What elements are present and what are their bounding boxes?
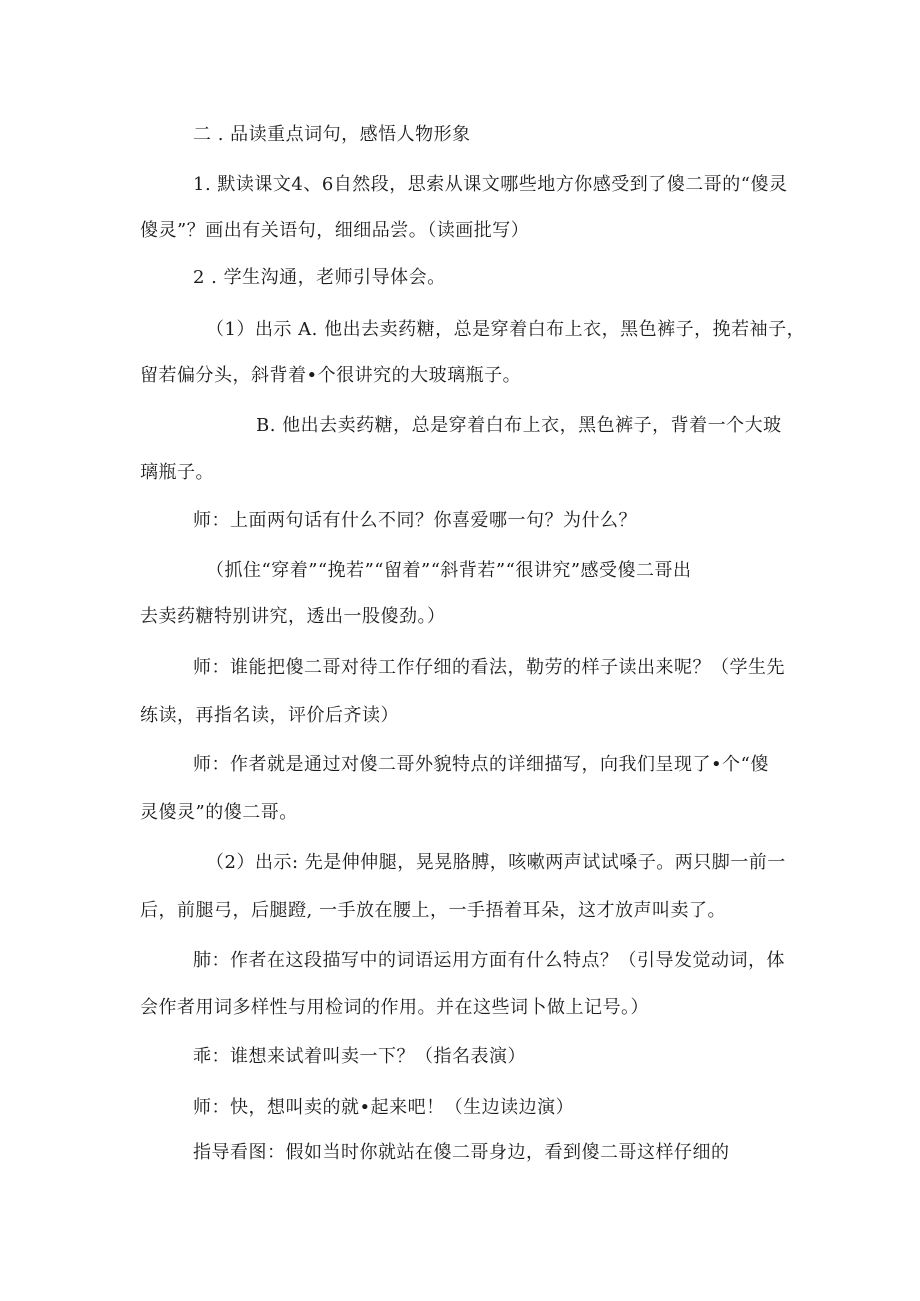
paragraph-line: 师：作者就是通过对傻二哥外貌特点的详细描写，向我们呈现了•个“傻 xyxy=(193,754,769,775)
paragraph-line: （2）出示: 先是伸伸腿，晃晃胳膊，咳嗽两声试试嗓子。两只脚一前一 xyxy=(206,852,786,873)
paragraph-line: B. 他出去卖药糖，总是穿着白布上衣，黑色裤子，背着一个大玻 xyxy=(256,415,782,436)
paragraph-line: 璃瓶子。 xyxy=(140,462,214,483)
paragraph-line: 师：上面两句话有什么不同？你喜爱哪一句？为什么？ xyxy=(193,510,637,531)
paragraph-line: 傻灵”？画出有关语句，细细品尝。（读画批写） xyxy=(140,220,530,241)
paragraph-line: 1. 默读课文4、6自然段，思索从课文哪些地方你感受到了傻二哥的“傻灵 xyxy=(193,174,788,195)
paragraph-line: 练读，再指名读，评价后齐读） xyxy=(140,705,399,726)
paragraph-line: 去卖药糖特别讲究，透出一股傻劲。） xyxy=(140,606,446,627)
paragraph-line: 会作者用词多样性与用检词的作用。并在这些词卜做上记号。） xyxy=(140,997,649,1018)
paragraph-line: 肺：作者在这段描写中的词语运用方面有什么特点？（引导发觉动词，体 xyxy=(193,950,785,971)
paragraph-line: 后，前腿弓，后腿蹬, 一手放在腰上，一手捂着耳朵，这才放声叫卖了。 xyxy=(140,900,726,921)
paragraph-line: 师：快，想叫卖的就•起来吧！（生边读边演） xyxy=(193,1097,575,1118)
paragraph-line: （1）出示 A. 他出去卖药糖，总是穿着白布上衣，黑色裤子，挽若袖子， xyxy=(206,319,806,340)
section-heading: 二 . 品读重点词句，感悟人物形象 xyxy=(193,124,471,145)
paragraph-line: 师：谁能把傻二哥对待工作仔细的看法，勒劳的样子读出来呢？（学生先 xyxy=(193,657,785,678)
paragraph-line: （抓住“穿着”“挽若”“留着”“斜背若”“很讲究”感受傻二哥出 xyxy=(206,560,692,581)
paragraph-line: 留若偏分头，斜背着•个很讲究的大玻璃瓶子。 xyxy=(140,365,522,386)
paragraph-line: 2 . 学生沟通，老师引导体会。 xyxy=(193,267,446,288)
paragraph-line: 灵傻灵”的傻二哥。 xyxy=(140,802,298,823)
paragraph-line: 乖：谁想来试着叫卖一下？（指名表演） xyxy=(193,1046,526,1067)
paragraph-line: 指导看图：假如当时你就站在傻二哥身边，看到傻二哥这样仔细的 xyxy=(193,1142,730,1163)
